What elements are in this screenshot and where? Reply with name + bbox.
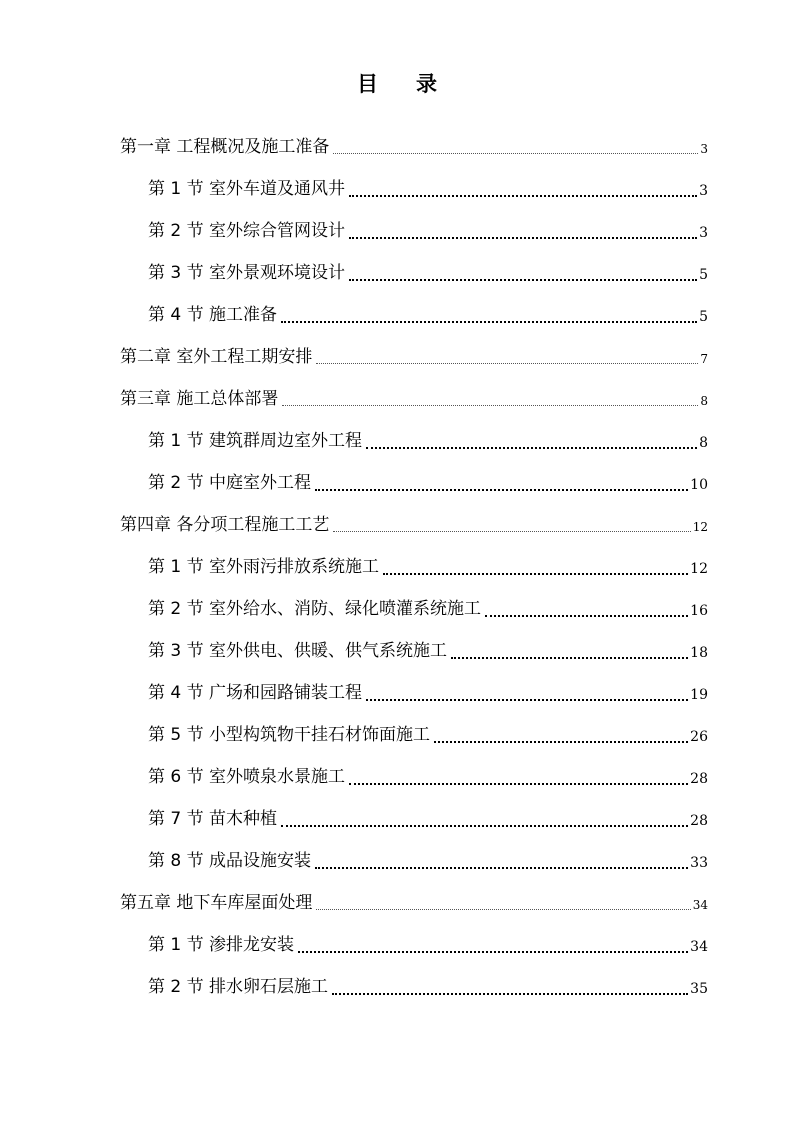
toc-entry-label: 第五章 地下车库屋面处理 <box>120 893 313 913</box>
toc-chapter-entry[interactable] <box>120 342 708 368</box>
toc-entry-page-number: 34 <box>690 939 708 955</box>
toc-section-entry[interactable] <box>148 678 708 704</box>
dot-leader <box>333 153 698 154</box>
toc-entry-label: 第二章 室外工程工期安排 <box>120 347 313 367</box>
dot-leader <box>316 909 690 910</box>
toc-entry-label: 第 3 节 室外景观环境设计 <box>148 263 346 283</box>
toc-entry-label: 第 4 节 施工准备 <box>148 305 278 325</box>
toc-title-part1: 目 <box>357 71 378 96</box>
toc-entry-label: 第三章 施工总体部署 <box>120 389 279 409</box>
dot-leader <box>434 741 688 743</box>
toc-entry-page-number: 18 <box>690 645 708 661</box>
toc-entry-page-number: 16 <box>690 603 708 619</box>
dot-leader <box>349 237 697 239</box>
toc-entry-label: 第 2 节 排水卵石层施工 <box>148 977 329 997</box>
toc-entry-page-number: 8 <box>699 435 708 451</box>
toc-section-entry[interactable] <box>148 426 708 452</box>
toc-section-entry[interactable] <box>148 594 708 620</box>
toc-entry-label: 第 1 节 室外车道及通风井 <box>148 179 346 199</box>
dot-leader <box>366 699 688 701</box>
toc-entry-page-number: 5 <box>699 267 708 283</box>
toc-entry-page-number: 34 <box>692 898 708 912</box>
toc-section-entry[interactable] <box>148 762 708 788</box>
toc-entry-page-number: 35 <box>690 981 708 997</box>
dot-leader <box>366 447 697 449</box>
toc-title-part2: 录 <box>416 71 437 96</box>
toc-entry-label: 第 2 节 室外给水、消防、绿化喷灌系统施工 <box>148 599 482 619</box>
dot-leader <box>349 279 697 281</box>
toc-entry-page-number: 19 <box>690 687 708 703</box>
toc-entry-label: 第 1 节 建筑群周边室外工程 <box>148 431 363 451</box>
dot-leader <box>333 531 690 532</box>
toc-entry-label: 第 2 节 室外综合管网设计 <box>148 221 346 241</box>
dot-leader <box>349 195 697 197</box>
toc-entry-label: 第 3 节 室外供电、供暖、供气系统施工 <box>148 641 448 661</box>
toc-section-entry[interactable] <box>148 258 708 284</box>
toc-entry-page-number: 12 <box>690 561 708 577</box>
toc-entry-page-number: 12 <box>692 520 708 534</box>
dot-leader <box>298 951 688 953</box>
toc-section-entry[interactable] <box>148 636 708 662</box>
toc-chapter-entry[interactable] <box>120 384 708 410</box>
dot-leader <box>316 363 698 364</box>
toc-entry-page-number: 3 <box>699 183 708 199</box>
dot-leader <box>282 405 698 406</box>
dot-leader <box>332 993 688 995</box>
toc-entry-label: 第四章 各分项工程施工工艺 <box>120 515 330 535</box>
toc-entry-page-number: 28 <box>690 771 708 787</box>
toc-entry-page-number: 3 <box>699 225 708 241</box>
dot-leader <box>281 321 697 323</box>
toc-entry-label: 第 1 节 室外雨污排放系统施工 <box>148 557 380 577</box>
toc-section-entry[interactable] <box>148 552 708 578</box>
dot-leader <box>349 783 688 785</box>
dot-leader <box>315 867 688 869</box>
toc-section-entry[interactable] <box>148 804 708 830</box>
toc-section-entry[interactable] <box>148 468 708 494</box>
toc-section-entry[interactable] <box>148 216 708 242</box>
toc-section-entry[interactable] <box>148 720 708 746</box>
toc-chapter-entry[interactable] <box>120 510 708 536</box>
toc-entry-label: 第 8 节 成品设施安装 <box>148 851 312 871</box>
toc-entry-page-number: 7 <box>700 352 708 366</box>
toc-title <box>0 68 794 98</box>
toc-section-entry[interactable] <box>148 972 708 998</box>
dot-leader <box>451 657 688 659</box>
dot-leader <box>281 825 688 827</box>
toc-entry-page-number: 26 <box>690 729 708 745</box>
toc-entry-label: 第 4 节 广场和园路铺装工程 <box>148 683 363 703</box>
toc-section-entry[interactable] <box>148 300 708 326</box>
dot-leader <box>485 615 688 617</box>
toc-chapter-entry[interactable] <box>120 132 708 158</box>
toc-section-entry[interactable] <box>148 846 708 872</box>
toc-entry-label: 第 2 节 中庭室外工程 <box>148 473 312 493</box>
toc-section-entry[interactable] <box>148 930 708 956</box>
toc-entry-label: 第一章 工程概况及施工准备 <box>120 137 330 157</box>
toc-entry-label: 第 1 节 渗排龙安装 <box>148 935 295 955</box>
toc-entry-page-number: 10 <box>690 477 708 493</box>
dot-leader <box>383 573 688 575</box>
toc-entry-page-number: 28 <box>690 813 708 829</box>
toc-entry-page-number: 8 <box>700 394 708 408</box>
dot-leader <box>315 489 688 491</box>
toc-entry-page-number: 5 <box>699 309 708 325</box>
toc-entry-page-number: 33 <box>690 855 708 871</box>
toc-chapter-entry[interactable] <box>120 888 708 914</box>
toc-section-entry[interactable] <box>148 174 708 200</box>
toc-entry-label: 第 5 节 小型构筑物干挂石材饰面施工 <box>148 725 431 745</box>
toc-entry-label: 第 6 节 室外喷泉水景施工 <box>148 767 346 787</box>
toc-entry-page-number: 3 <box>700 142 708 156</box>
toc-entry-label: 第 7 节 苗木种植 <box>148 809 278 829</box>
